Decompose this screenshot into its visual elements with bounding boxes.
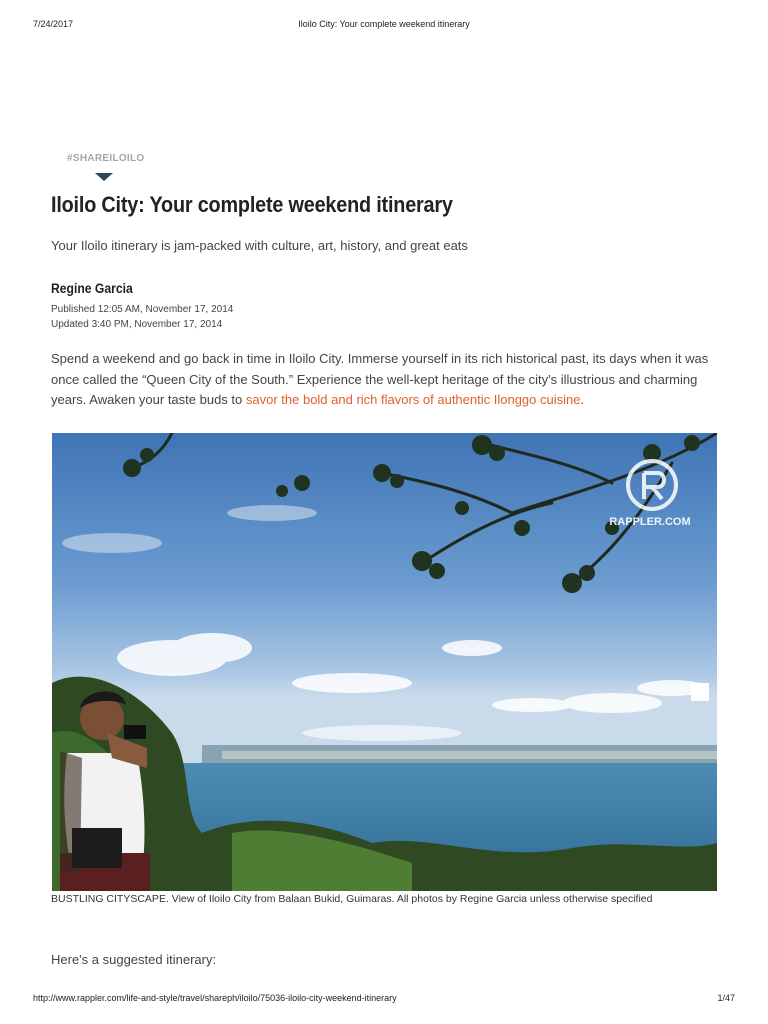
article-subheadline: Your Iloilo itinerary is jam-packed with culture, art, history, and great eats [51, 238, 468, 253]
category-arrow-icon [95, 173, 113, 181]
author-name[interactable]: Regine Garcia [51, 281, 133, 296]
photo-caption: BUSTLING CITYSCAPE. View of Iloilo City from Balaan Bukid, Guimaras. All photos by Regine Garcia unless otherwise specified [51, 893, 653, 905]
category-tag[interactable]: #SHAREILOILO [67, 153, 145, 164]
itinerary-lead: Here's a suggested itinerary: [51, 952, 217, 967]
intro-text: Spend a weekend and go back in time in Iloilo City. Immerse yourself in its rich historical past, its days when it was once called the “Queen City of the South.” Experience the well-kept heritage of the city's illustrious and charming years. Awaken your taste buds to [51, 351, 709, 407]
print-date: 7/24/2017 [33, 19, 74, 29]
print-url: http://www.rappler.com/life-and-style/travel/shareph/iloilo/75036-iloilo-city-weekend-itinerary [33, 993, 397, 1003]
intro-end: . [580, 392, 585, 407]
print-page-title: Iloilo City: Your complete weekend itinerary [298, 19, 470, 29]
article-headline: Iloilo City: Your complete weekend itinerary [51, 192, 453, 217]
page-count: 1/47 [717, 993, 735, 1003]
updated-date: Updated 3:40 PM, November 17, 2014 [51, 319, 223, 330]
published-date: Published 12:05 AM, November 17, 2014 [51, 304, 234, 315]
cuisine-link[interactable]: savor the bold and rich flavors of authentic Ilonggo cuisine [245, 392, 581, 407]
article-photo [52, 433, 717, 891]
intro-paragraph [51, 349, 731, 411]
photo-watermark: RAPPLER.COM [609, 516, 691, 528]
